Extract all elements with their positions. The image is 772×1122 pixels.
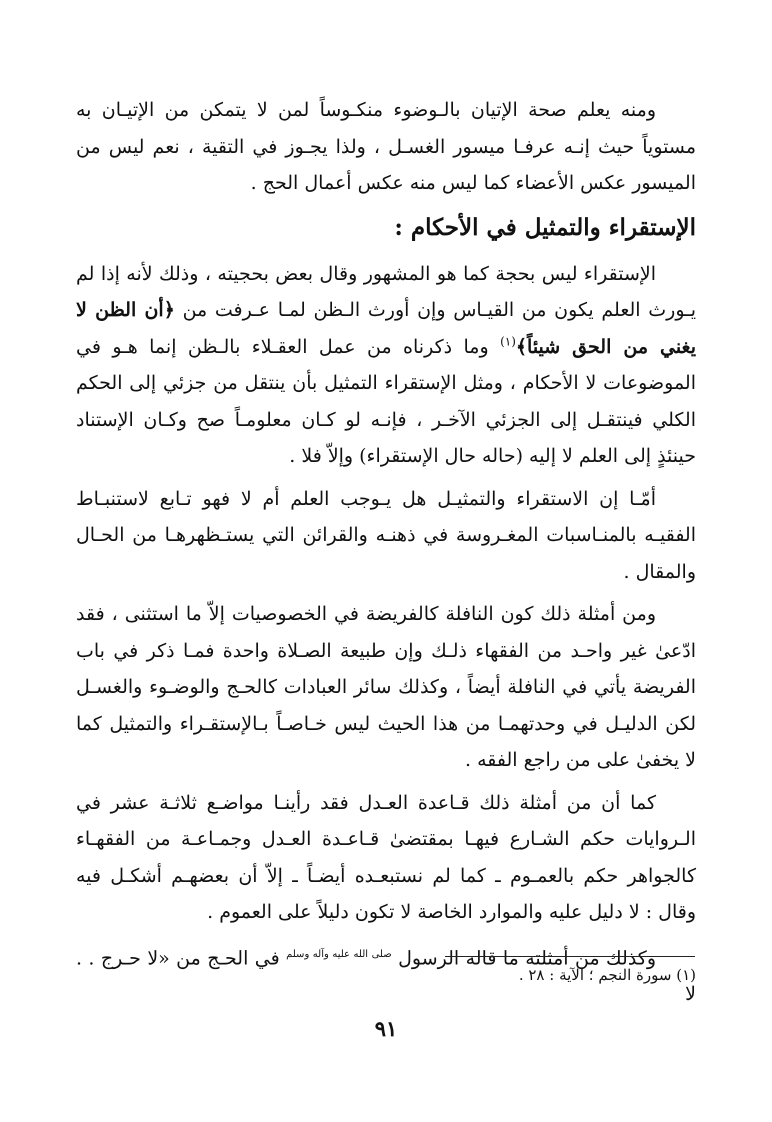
- paragraph-5: كما أن من أمثلة ذلك قـاعدة العـدل فقد رأينـا مواضـع ثلاثـة عشر في الـروايات حكم الشـارع فيهـا بمقتضىٰ قـاعـدة العـدل وجمـاعـة من الفقهـاء كالجواهر حكم بالعمـوم ـ كما لم نستبعـده أيضـاً ـ إلاّ أن بعضهـم أشكـل فيه وقال : لا دليل عليه والموارد الخاصة لا تكون دليلاً على العموم .: [76, 791, 696, 923]
- paragraph-2-text-b: وما ذكرناه من عمل العقـلاء بالـظن إنما هـو في الموضوعات لا الأحكام ، ومثل الإستقراء التمثيل بأن ينتقل من جزئي إلى الحكم الكلي فينتقـل إلى الجزئي الآخـر ، فإنـه لو كـان معلومـاً صح وكـان الإستناد حينئذٍ إلى العلم لا إليه (حاله حال الإستقراء) وإلاّ فلا .: [76, 335, 696, 467]
- paragraph-1: ومنه يعلم صحة الإتيان بالـوضوء منكـوساً لمن لا يتمكن من الإتيـان به مستوياً حيث إنـه عرفـا ميسور الغسـل ، ولذا يجـوز في التقية ، نعم ليس من الميسور عكس الأعضاء كما ليس منه عكس أعمال الحج .: [76, 99, 696, 194]
- footnote-reference: (١): [500, 334, 516, 349]
- footnote: (١) سورة النجم ؛ الآية : ٢٨ .: [518, 966, 696, 984]
- section-heading: الإستقراء والتمثيل في الأحكام :: [394, 213, 696, 241]
- quran-verse: ﴿أن الظن لا يغني من الحق شيئاً﴾: [76, 299, 697, 358]
- page-number: ٩١: [374, 1016, 398, 1041]
- paragraph-6-text-b: في الحـج من «لا حـرج . . لا: [76, 946, 696, 1006]
- paragraph-4: ومن أمثلة ذلك كون النافلة كالفريضة في الخصوصيات إلاّ ما استثنى ، فقد ادّعىٰ غير واحـد من الفقهاء ذلـك وإن طبيعة الصـلاة واحدة فمـا ذكر في باب الفريضة يأتي في النافلة أيضاً ، وكذلك سائر العبادات كالحـج والوضـوء والغسـل لكن الدليـل في وحدتهمـا من هذا الحيث ليس خـاصـاً بـالإستقـراء والتمثيل كما لا يخفىٰ على من راجع الفقه .: [76, 603, 696, 771]
- footnote-divider: [445, 956, 695, 957]
- paragraph-3: أمّـا إن الاستقراء والتمثيـل هل يـوجب العلم أم لا فهو تـابع لاستنبـاط الفقيـه بالمنـاسبات المغـروسة في ذهنـه والقرائن التي يستـظهرهـا من الحـال والمقال .: [76, 487, 696, 583]
- paragraph-2-text-a: الإستقراء ليس بحجة كما هو المشهور وقال بعض بحجيته ، وذلك لأنه إذا لم يـورث العلم يكون من القيـاس وإن أورث الـظن لمـا عـرفت من: [76, 262, 697, 321]
- paragraph-2: [76, 256, 696, 475]
- page-body: [76, 92, 696, 1019]
- honorific-glyph: صلى الله عليه وآله وسلم: [286, 948, 392, 960]
- paragraph-6-text-a: وكذلك من أمثلته ما قاله الرسول: [398, 946, 657, 969]
